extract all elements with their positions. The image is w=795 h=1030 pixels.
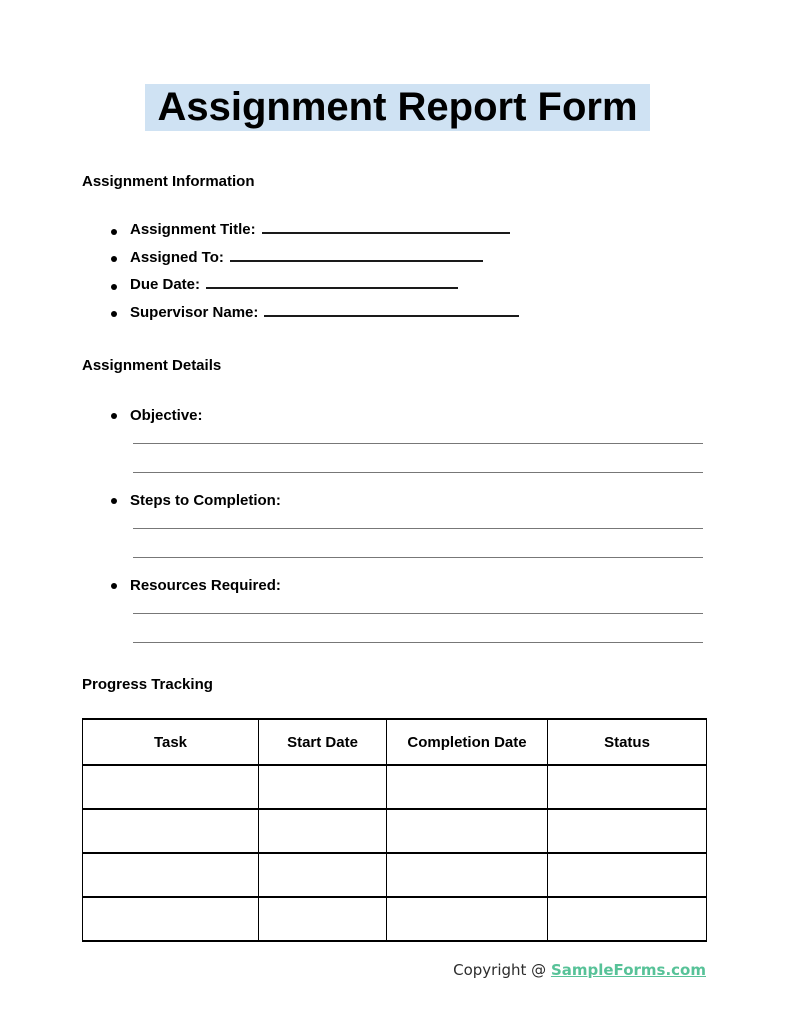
- detail-label: Resources Required:: [130, 577, 281, 594]
- bullet-icon: [111, 256, 117, 262]
- list-item: [82, 273, 706, 301]
- table-cell: [387, 897, 548, 941]
- column-header-task: Task: [83, 719, 259, 765]
- document-content: [0, 174, 795, 942]
- bullet-icon: [111, 498, 117, 504]
- table-cell: [83, 853, 259, 897]
- table-row: [83, 809, 707, 853]
- detail-item-resources: [82, 572, 706, 643]
- detail-label: Objective:: [130, 407, 203, 424]
- write-line: [133, 515, 703, 529]
- table-cell: [259, 853, 387, 897]
- bullet-icon: [111, 311, 117, 317]
- page-title: Assignment Report Form: [145, 84, 649, 131]
- section-heading-assignment-details: Assignment Details: [82, 357, 222, 374]
- copyright-text: Copyright @: [453, 961, 551, 979]
- blank-line: [262, 218, 510, 234]
- bullet-icon: [111, 229, 117, 235]
- field-label: Assigned To:: [130, 248, 224, 266]
- table-cell: [548, 853, 707, 897]
- field-label: Assignment Title:: [130, 221, 256, 238]
- write-lines: [133, 600, 703, 643]
- blank-line: [264, 301, 519, 317]
- write-line: [133, 444, 703, 473]
- table-cell: [259, 765, 387, 809]
- table-cell: [548, 765, 707, 809]
- section-heading-assignment-information: Assignment Information: [82, 173, 255, 190]
- bullet-icon: [111, 583, 117, 589]
- table-row: [83, 765, 707, 809]
- list-item: [82, 246, 706, 274]
- write-line: [133, 600, 703, 614]
- list-item: [82, 301, 706, 329]
- detail-label: Steps to Completion:: [130, 492, 281, 509]
- title-container: [0, 0, 795, 131]
- detail-item-steps: [82, 487, 706, 558]
- detail-label-row: [82, 572, 706, 600]
- column-header-completion-date: Completion Date: [387, 719, 548, 765]
- write-line: [133, 614, 703, 643]
- write-line: [133, 430, 703, 444]
- field-label: Supervisor Name:: [130, 303, 259, 321]
- table-cell: [259, 897, 387, 941]
- table-cell: [387, 809, 548, 853]
- details-list: [82, 402, 706, 643]
- progress-tracking-table: [82, 718, 707, 942]
- table-cell: [387, 765, 548, 809]
- list-item: [82, 218, 706, 246]
- info-field-list: [82, 218, 706, 328]
- sampleforms-link[interactable]: SampleForms.com: [550, 961, 706, 979]
- table-cell: [387, 853, 548, 897]
- write-lines: [133, 430, 703, 473]
- section-heading-progress-tracking: Progress Tracking: [82, 676, 213, 693]
- column-header-start-date: Start Date: [259, 719, 387, 765]
- table-header-row: [83, 719, 707, 765]
- footer: [453, 961, 706, 979]
- bullet-icon: [111, 284, 117, 290]
- table-cell: [259, 809, 387, 853]
- write-lines: [133, 515, 703, 558]
- column-header-status: Status: [548, 719, 707, 765]
- detail-item-objective: [82, 402, 706, 473]
- table-cell: [548, 897, 707, 941]
- write-line: [133, 529, 703, 558]
- bullet-icon: [111, 413, 117, 419]
- table-cell: [83, 765, 259, 809]
- table-row: [83, 853, 707, 897]
- table-cell: [548, 809, 707, 853]
- table-cell: [83, 809, 259, 853]
- detail-label-row: [82, 487, 706, 515]
- table-row: [83, 897, 707, 941]
- blank-line: [230, 246, 483, 262]
- field-label: Due Date:: [130, 276, 201, 293]
- detail-label-row: [82, 402, 706, 430]
- blank-line: [206, 273, 458, 289]
- table-cell: [83, 897, 259, 941]
